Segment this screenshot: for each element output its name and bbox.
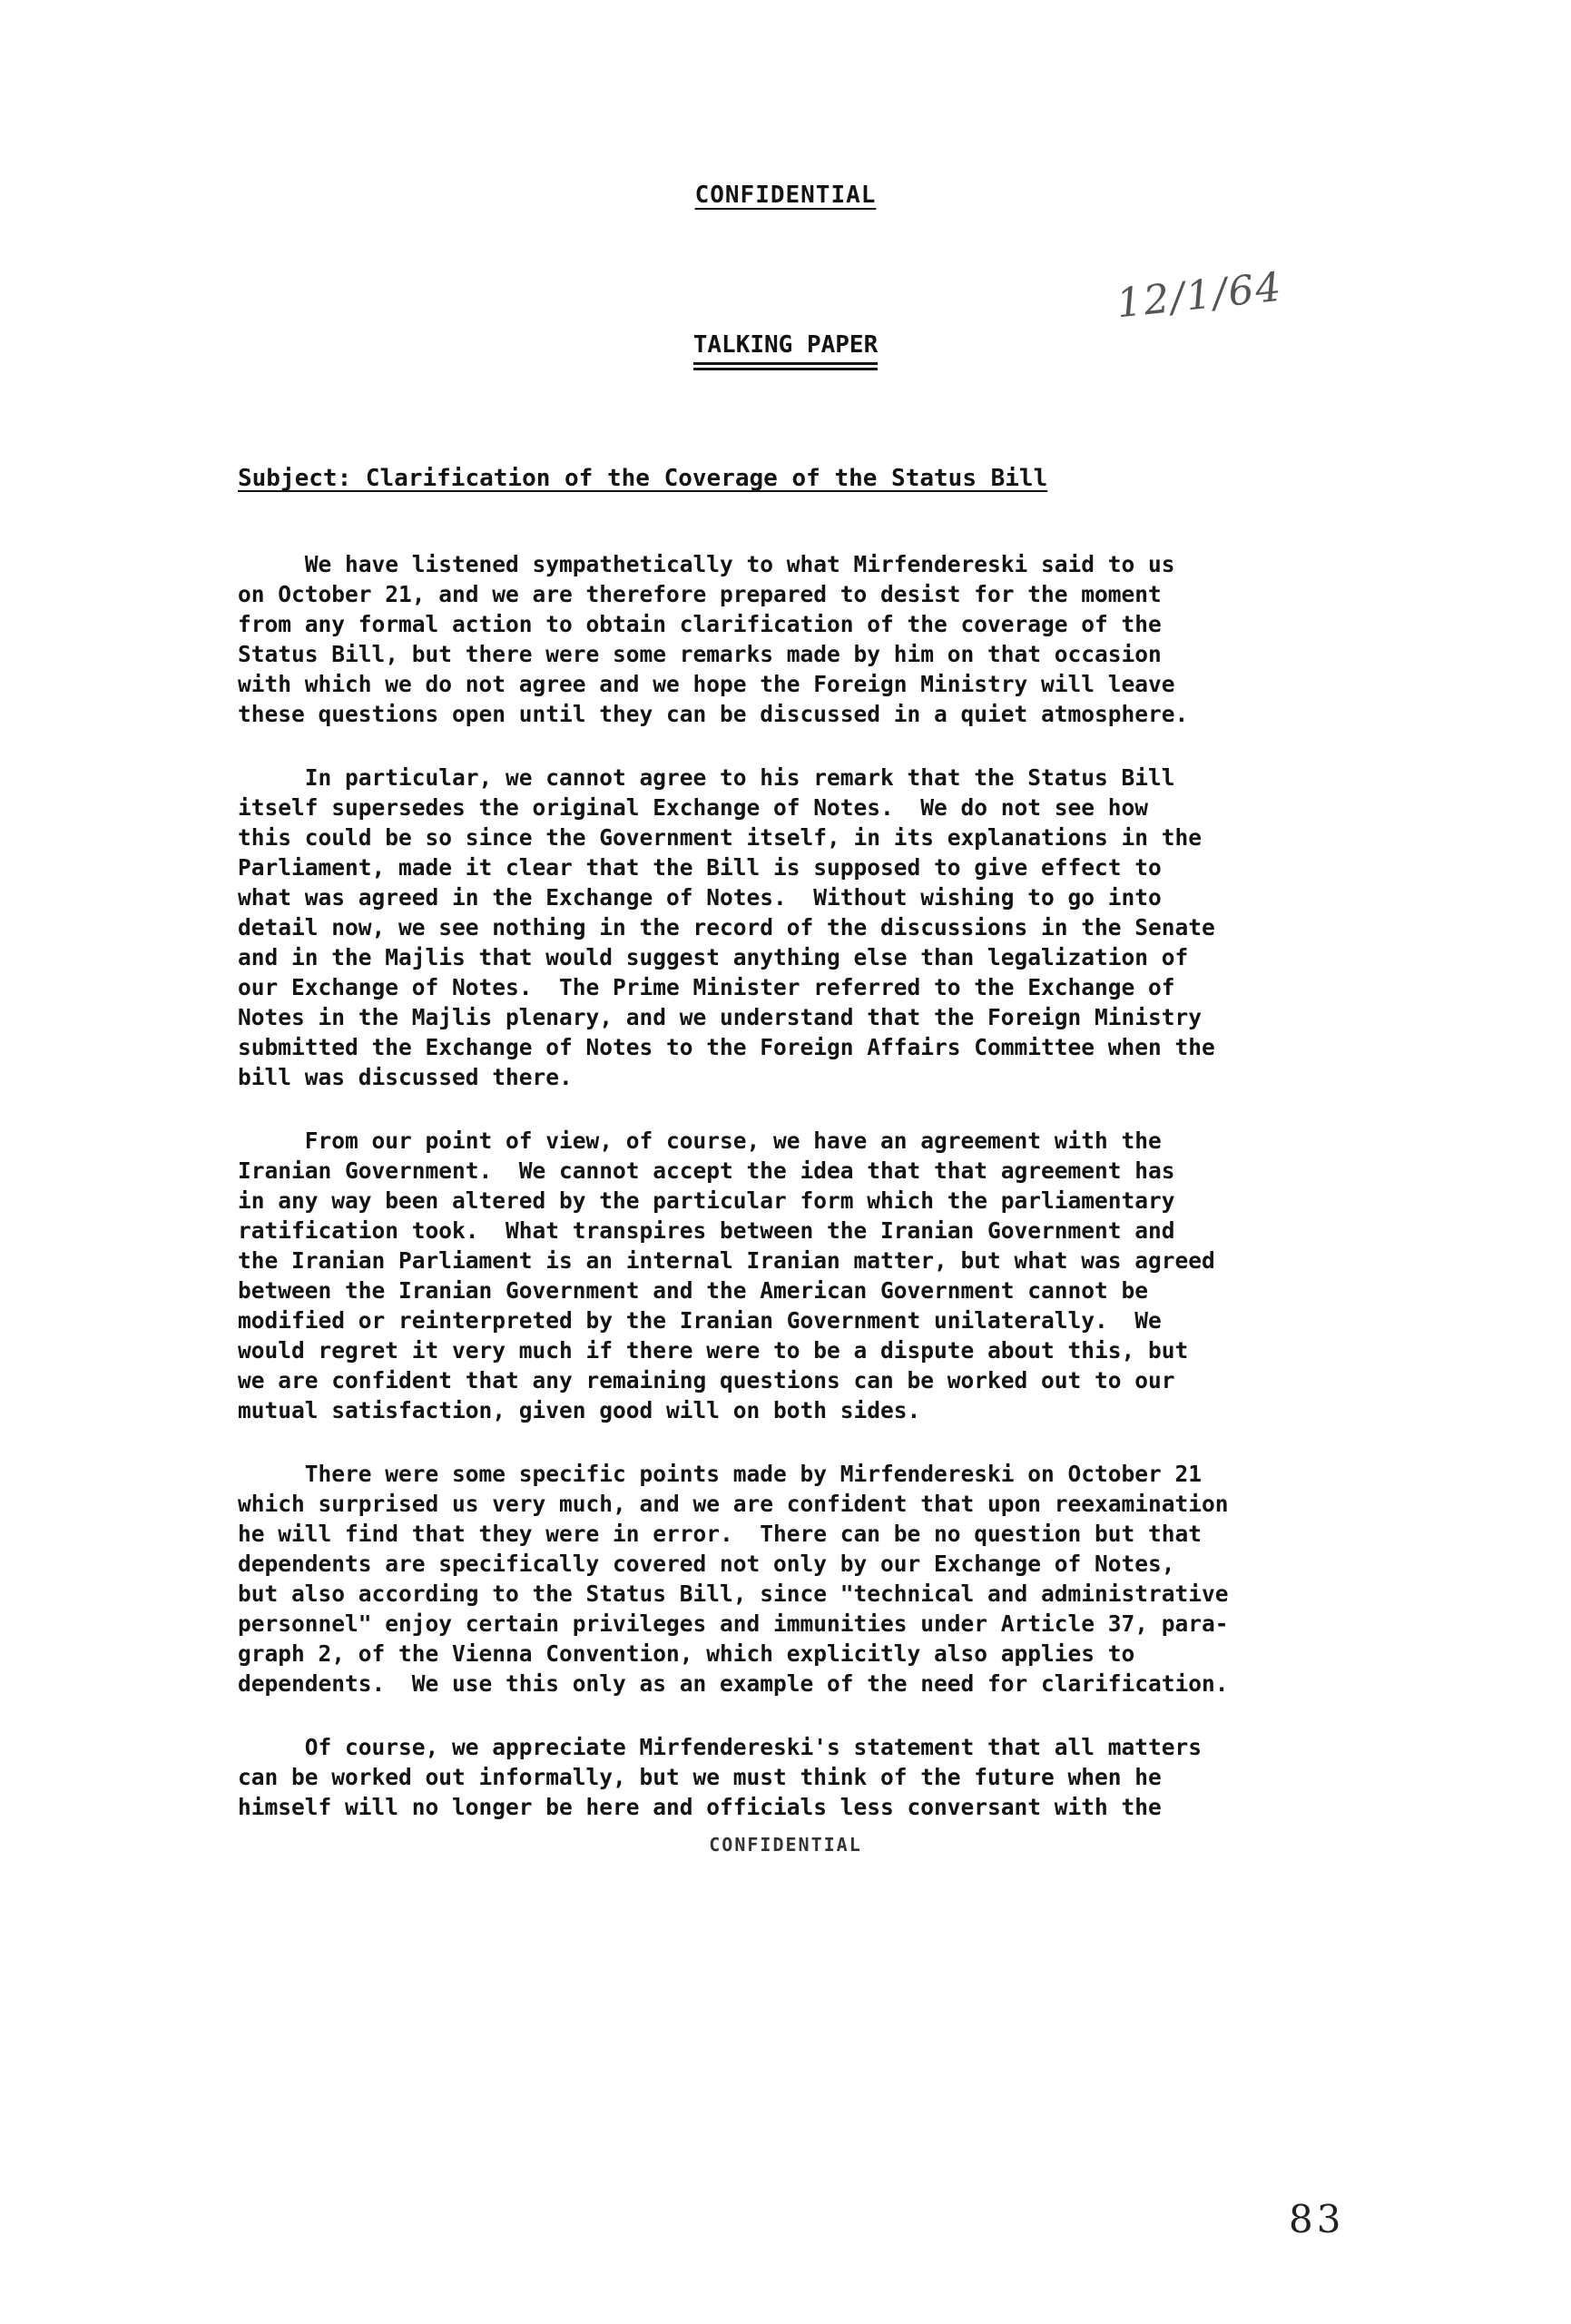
paragraph-line: and in the Majlis that would suggest anything else than legalization of	[238, 944, 1189, 970]
paragraph-line: Of course, we appreciate Mirfendereski's statement that all matters	[238, 1734, 1203, 1760]
paragraph-line: bill was discussed there.	[238, 1064, 573, 1090]
paragraph-line: dependents. We use this only as an example of the need for clarification.	[238, 1670, 1229, 1697]
paragraph-line: dependents are specifically covered not only by our Exchange of Notes,	[238, 1551, 1175, 1577]
paragraph-line: In particular, we cannot agree to his remark that the Status Bill	[238, 764, 1175, 791]
paragraph-line: on October 21, and we are therefore prepared to desist for the moment	[238, 581, 1162, 607]
paragraph-line: Notes in the Majlis plenary, and we understand that the Foreign Ministry	[238, 1004, 1203, 1030]
paragraph-line: would regret it very much if there were to be a dispute about this, but	[238, 1337, 1189, 1364]
body-paragraph	[238, 763, 1327, 1092]
page-number: 83	[1289, 2197, 1345, 2241]
paragraph-line: he will find that they were in error. There can be no question but that	[238, 1521, 1203, 1547]
document-title-text: TALKING PAPER	[693, 331, 879, 365]
body-paragraph	[238, 1126, 1327, 1425]
paragraph-line: graph 2, of the Vienna Convention, which explicitly also applies to	[238, 1640, 1135, 1667]
paragraph-line: we are confident that any remaining questions can be worked out to our	[238, 1367, 1175, 1393]
paragraph-line: personnel" enjoy certain privileges and immunities under Article 37, para-	[238, 1610, 1229, 1637]
paragraph-line: in any way been altered by the particular form which the parliamentary	[238, 1187, 1175, 1214]
paragraph-line: but also according to the Status Bill, since "technical and administrative	[238, 1581, 1229, 1607]
paragraph-line: from any formal action to obtain clarification of the coverage of the	[238, 611, 1162, 637]
paragraph-line: Iranian Government. We cannot accept the idea that that agreement has	[238, 1157, 1175, 1184]
paragraph-line: Status Bill, but there were some remarks made by him on that occasion	[238, 641, 1162, 667]
paragraph-line: ratification took. What transpires between the Iranian Government and	[238, 1217, 1175, 1244]
paragraph-line: our Exchange of Notes. The Prime Minister referred to the Exchange of	[238, 974, 1175, 1000]
paragraph-line: these questions open until they can be discussed in a quiet atmosphere.	[238, 701, 1189, 727]
classification-header	[0, 182, 1571, 209]
body-paragraph	[238, 1459, 1327, 1699]
paragraph-line: mutual satisfaction, given good will on both sides.	[238, 1397, 921, 1423]
paragraph-line: can be worked out informally, but we must think of the future when he	[238, 1764, 1162, 1790]
paragraph-line: this could be so since the Government itself, in its explanations in the	[238, 824, 1203, 851]
paragraph-line: modified or reinterpreted by the Iranian Government unilaterally. We	[238, 1307, 1162, 1334]
paragraph-line: himself will no longer be here and officials less conversant with the	[238, 1794, 1162, 1820]
classification-header-text: CONFIDENTIAL	[694, 182, 877, 209]
body-paragraph	[238, 549, 1327, 729]
paragraph-line: Parliament, made it clear that the Bill is supposed to give effect to	[238, 854, 1162, 881]
paragraph-line: which surprised us very much, and we are confident that upon reexamination	[238, 1491, 1229, 1517]
paragraph-line: what was agreed in the Exchange of Notes. Without wishing to go into	[238, 884, 1162, 911]
paragraph-line: the Iranian Parliament is an internal Iranian matter, but what was agreed	[238, 1247, 1215, 1274]
paragraph-line: submitted the Exchange of Notes to the Foreign Affairs Committee when the	[238, 1034, 1215, 1060]
body-paragraph	[238, 1732, 1327, 1822]
paragraph-line: with which we do not agree and we hope the Foreign Ministry will leave	[238, 671, 1175, 697]
paragraph-line: detail now, we see nothing in the record of the discussions in the Senate	[238, 914, 1215, 940]
document-title	[0, 331, 1571, 365]
paragraph-line: itself supersedes the original Exchange of Notes. We do not see how	[238, 794, 1149, 821]
paragraph-line: between the Iranian Government and the American Government cannot be	[238, 1277, 1149, 1304]
subject-line: Subject: Clarification of the Coverage of the Status Bill	[238, 465, 1048, 492]
classification-footer: CONFIDENTIAL	[709, 1834, 862, 1856]
handwritten-date: 12/1/64	[1114, 263, 1285, 328]
paragraph-line: There were some specific points made by Mirfendereski on October 21	[238, 1461, 1203, 1487]
document-body	[238, 549, 1327, 1856]
paragraph-line: We have listened sympathetically to what Mirfendereski said to us	[238, 551, 1175, 577]
paragraph-line: From our point of view, of course, we have an agreement with the	[238, 1128, 1162, 1154]
